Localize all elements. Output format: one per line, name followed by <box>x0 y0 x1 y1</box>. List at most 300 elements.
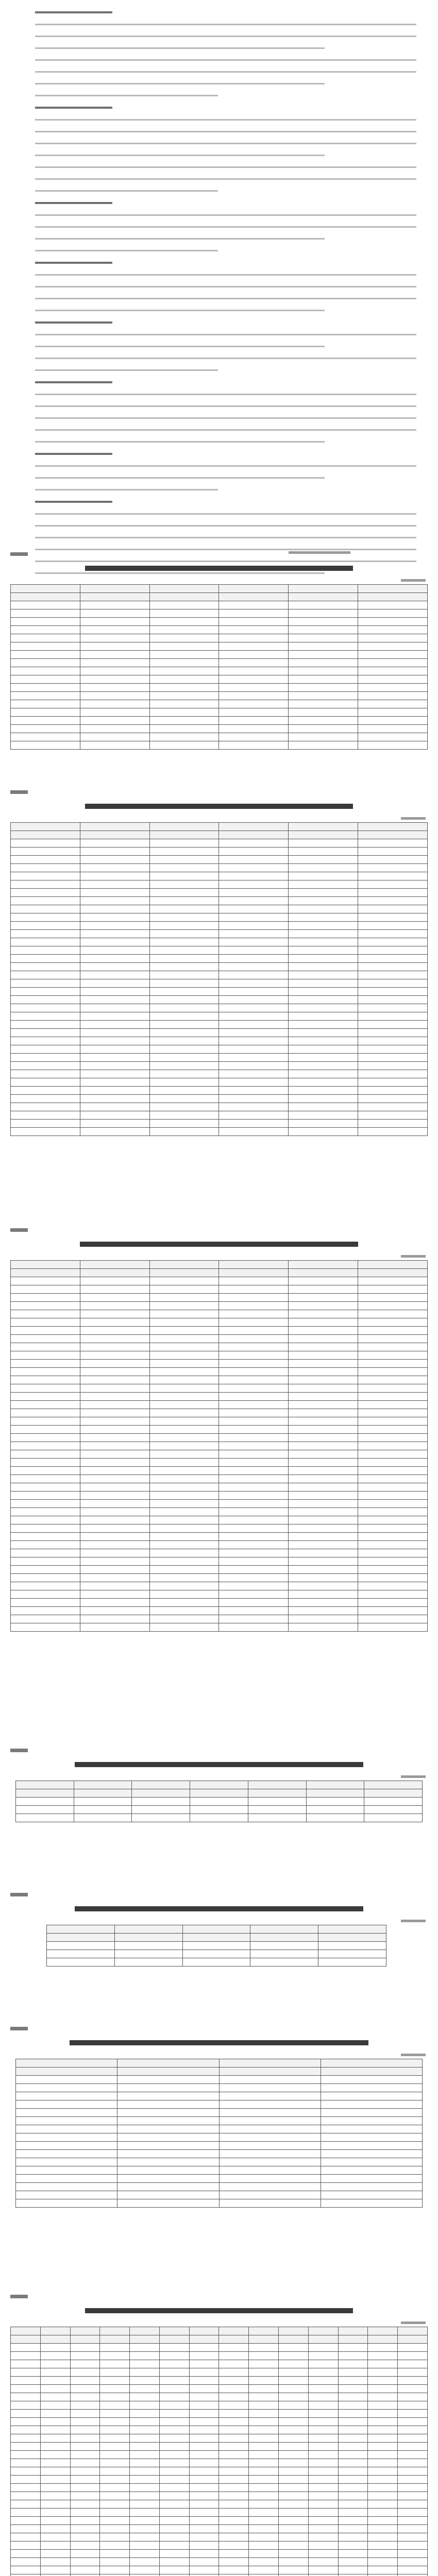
table-cell <box>40 2459 70 2467</box>
table-cell <box>358 1467 428 1475</box>
table-cell <box>40 2500 70 2509</box>
table-row <box>11 1467 428 1475</box>
table-cell <box>40 2443 70 2451</box>
table-cell <box>249 2484 279 2492</box>
table-cell <box>149 1615 219 1623</box>
table-cell <box>159 2492 189 2500</box>
table-cell <box>250 1934 318 1942</box>
table-cell <box>11 675 80 684</box>
text-line <box>35 36 416 37</box>
table-cell <box>279 2426 309 2434</box>
table-cell <box>149 938 219 946</box>
table-row <box>11 2476 428 2484</box>
table-cell <box>114 1942 182 1950</box>
table-cell <box>159 2377 189 2385</box>
table-cell <box>80 1483 149 1492</box>
table-cell <box>338 2401 368 2410</box>
description-section <box>35 11 416 96</box>
table-cell <box>219 634 289 642</box>
table-cell <box>358 1409 428 1417</box>
table-cell <box>289 1029 358 1037</box>
table-cell <box>11 692 80 700</box>
table-row <box>11 1087 428 1095</box>
table-cell <box>149 700 219 708</box>
table-header-row <box>47 1934 386 1942</box>
table-cell <box>358 1310 428 1318</box>
table-cell <box>80 1087 149 1095</box>
table-row <box>11 1021 428 1029</box>
table-cell <box>11 1045 80 1054</box>
table-row <box>11 2550 428 2558</box>
table-cell <box>219 1615 289 1623</box>
table-cell <box>16 2125 117 2133</box>
table-cell <box>219 717 289 725</box>
text-line <box>35 298 416 299</box>
table-cell <box>289 1467 358 1475</box>
table-cell <box>190 1806 248 1814</box>
table-cell <box>308 2344 338 2352</box>
section-heading <box>35 321 112 324</box>
table-cell <box>250 1925 318 1934</box>
table-cell <box>219 897 289 905</box>
table-cell <box>11 1070 80 1078</box>
table-cell <box>289 1549 358 1557</box>
table-cell <box>338 2574 368 2576</box>
text-line <box>35 95 218 96</box>
table-cell <box>11 1111 80 1120</box>
table-cell <box>11 2566 41 2574</box>
table-cell <box>190 1781 248 1789</box>
table-cell <box>364 1814 423 1822</box>
table-cell <box>219 1062 289 1070</box>
table-cell <box>219 1500 289 1508</box>
table-cell <box>338 2418 368 2426</box>
text-line <box>35 155 325 156</box>
table-cell <box>11 1450 80 1459</box>
table-row <box>11 913 428 922</box>
table-cell <box>70 2451 100 2459</box>
table-cell <box>308 2459 338 2467</box>
table-row <box>11 2451 428 2459</box>
table-cell <box>189 2352 219 2360</box>
description-section <box>35 381 416 443</box>
table-cell <box>130 2385 160 2393</box>
table-cell <box>398 2541 428 2550</box>
table-cell <box>80 1615 149 1623</box>
table-cell <box>149 831 219 839</box>
table-cell <box>219 2574 249 2576</box>
table-cell <box>80 1351 149 1360</box>
table-cell <box>289 741 358 750</box>
table-cell <box>16 2109 117 2117</box>
table-cell <box>149 955 219 963</box>
table-row <box>11 1045 428 1054</box>
table-cell <box>219 1269 289 1277</box>
table-cell <box>149 872 219 880</box>
table-cell <box>219 1310 289 1318</box>
table-cell <box>189 2434 219 2443</box>
section-heading <box>35 501 112 503</box>
table-cell <box>219 659 289 667</box>
table-cell <box>189 2459 219 2467</box>
table-header-row <box>16 1789 423 1798</box>
table-cell <box>100 2541 130 2550</box>
table-cell <box>318 1925 386 1934</box>
table-row <box>11 2517 428 2525</box>
text-line <box>35 358 416 359</box>
table-cell <box>219 1409 289 1417</box>
table-cell <box>219 2484 249 2492</box>
table-row <box>11 1442 428 1450</box>
text-line <box>35 131 416 132</box>
table-cell <box>338 2566 368 2574</box>
table-cell <box>358 831 428 839</box>
table-cell <box>130 2393 160 2401</box>
table-cell <box>70 2410 100 2418</box>
table-cell <box>219 585 289 593</box>
table-cell <box>130 2541 160 2550</box>
table-cell <box>149 1442 219 1450</box>
table-cell <box>70 2377 100 2385</box>
table-cell <box>219 963 289 971</box>
table-cell <box>80 1492 149 1500</box>
table-cell <box>219 2459 249 2467</box>
table-cell <box>70 2459 100 2467</box>
table-cell <box>149 659 219 667</box>
table-cell <box>289 988 358 996</box>
table-cell <box>289 708 358 717</box>
table-cell <box>100 2566 130 2574</box>
table-cell <box>358 1302 428 1310</box>
table-cell <box>11 1590 80 1599</box>
table-cell <box>289 1524 358 1533</box>
table-cell <box>80 1533 149 1541</box>
table-cell <box>318 1942 386 1950</box>
table-cell <box>11 1087 80 1095</box>
table-cell <box>40 2352 70 2360</box>
table-cell <box>11 2484 41 2492</box>
table-cell <box>289 1557 358 1566</box>
table-cell <box>358 1442 428 1450</box>
table-cell <box>289 1087 358 1095</box>
table-cell <box>219 2100 321 2109</box>
table-cell <box>398 2451 428 2459</box>
table-cell <box>11 1459 80 1467</box>
table-cell <box>149 1483 219 1492</box>
table-cell <box>219 1103 289 1111</box>
table-cell <box>219 1607 289 1615</box>
table-cell <box>149 1087 219 1095</box>
table-cell <box>149 1029 219 1037</box>
table-cell <box>16 1789 74 1798</box>
table-row <box>11 979 428 988</box>
table-cell <box>149 1103 219 1111</box>
table-cell <box>149 913 219 922</box>
table-cell <box>289 1508 358 1516</box>
table-cell <box>358 946 428 955</box>
table-cell <box>11 1037 80 1045</box>
table-cell <box>149 1393 219 1401</box>
table-cell <box>289 1004 358 1012</box>
table-cell <box>219 2158 321 2166</box>
table-cell <box>358 618 428 626</box>
table-row <box>16 2076 423 2084</box>
table-cell <box>289 717 358 725</box>
table-cell <box>219 2533 249 2541</box>
table-cell <box>182 1925 250 1934</box>
table-row <box>11 922 428 930</box>
table-cell <box>368 2352 398 2360</box>
table-cell <box>74 1789 132 1798</box>
table-cell <box>11 1269 80 1277</box>
table-cell <box>80 864 149 872</box>
table-cell <box>80 593 149 601</box>
table-cell <box>219 1524 289 1533</box>
table-cell <box>80 741 149 750</box>
table-cell <box>249 2443 279 2451</box>
table-cell <box>182 1950 250 1958</box>
table-cell <box>358 1483 428 1492</box>
table-row <box>11 1111 428 1120</box>
table-cell <box>289 609 358 618</box>
table-cell <box>358 1045 428 1054</box>
table-cell <box>219 856 289 864</box>
table-cell <box>219 1582 289 1590</box>
table-cell <box>219 651 289 659</box>
table-cell <box>249 2533 279 2541</box>
table-cell <box>249 2451 279 2459</box>
table-cell <box>321 2150 422 2158</box>
table-cell <box>100 2410 130 2418</box>
table-cell <box>149 1459 219 1467</box>
table-cell <box>16 2133 117 2142</box>
table-cell <box>11 1623 80 1632</box>
table-cell <box>11 642 80 651</box>
table-cell <box>279 2410 309 2418</box>
table-cell <box>308 2492 338 2500</box>
table-title-text <box>85 2308 353 2313</box>
table-cell <box>11 2443 41 2451</box>
table-cell <box>16 2117 117 2125</box>
table-cell <box>80 1360 149 1368</box>
table-cell <box>358 1607 428 1615</box>
attachment-label <box>10 2027 28 2030</box>
table-row <box>11 675 428 684</box>
table-cell <box>289 1012 358 1021</box>
table-cell <box>80 684 149 692</box>
table-cell <box>190 1789 248 1798</box>
table-row <box>11 2393 428 2401</box>
table-row <box>11 1070 428 1078</box>
table-cell <box>308 2426 338 2434</box>
table-cell <box>11 2401 41 2410</box>
table-cell <box>80 1516 149 1524</box>
table-cell <box>11 585 80 593</box>
table-cell <box>289 1516 358 1524</box>
table-cell <box>358 626 428 634</box>
table-row <box>16 2084 423 2092</box>
table-cell <box>80 1012 149 1021</box>
table-cell <box>368 2443 398 2451</box>
table-cell <box>189 2335 219 2344</box>
table-cell <box>219 2385 249 2393</box>
table-cell <box>219 1095 289 1103</box>
table-header-row <box>11 1261 428 1269</box>
table-row <box>11 1078 428 1087</box>
table-row <box>11 955 428 963</box>
table-cell <box>100 2344 130 2352</box>
table-cell <box>338 2509 368 2517</box>
table-cell <box>11 2418 41 2426</box>
description-text <box>35 11 416 596</box>
table-cell <box>16 2175 117 2183</box>
table-row <box>11 1004 428 1012</box>
table-cell <box>189 2492 219 2500</box>
table-cell <box>149 601 219 609</box>
table-row <box>11 938 428 946</box>
table-cell <box>398 2443 428 2451</box>
table-cell <box>219 905 289 913</box>
table-cell <box>159 2476 189 2484</box>
table-row <box>11 708 428 717</box>
table-cell <box>289 593 358 601</box>
table-cell <box>80 897 149 905</box>
table-cell <box>289 1492 358 1500</box>
table-cell <box>189 2476 219 2484</box>
table-cell <box>130 2434 160 2443</box>
table-cell <box>149 1401 219 1409</box>
table-row <box>11 1566 428 1574</box>
table-cell <box>219 930 289 938</box>
table-cell <box>358 700 428 708</box>
table-cell <box>398 2360 428 2368</box>
table-cell <box>40 2574 70 2576</box>
table-cell <box>338 2533 368 2541</box>
table-cell <box>358 872 428 880</box>
table-cell <box>11 1500 80 1508</box>
table-cell <box>308 2327 338 2335</box>
table-cell <box>16 1814 74 1822</box>
table-cell <box>100 2533 130 2541</box>
table-cell <box>219 1483 289 1492</box>
table-cell <box>289 889 358 897</box>
table-cell <box>11 708 80 717</box>
table-cell <box>289 930 358 938</box>
table-cell <box>80 1607 149 1615</box>
text-line <box>35 24 416 25</box>
table-cell <box>130 2492 160 2500</box>
table-cell <box>289 1615 358 1623</box>
text-line <box>35 369 218 371</box>
table-cell <box>100 2476 130 2484</box>
table-cell <box>289 634 358 642</box>
table-cell <box>149 1566 219 1574</box>
table-cell <box>159 2352 189 2360</box>
table-cell <box>219 2191 321 2199</box>
table-cell <box>11 1426 80 1434</box>
table-cell <box>358 634 428 642</box>
table-cell <box>219 2150 321 2158</box>
table-cell <box>289 1566 358 1574</box>
table-cell <box>80 618 149 626</box>
table-cell <box>289 1318 358 1327</box>
table-row <box>11 1376 428 1384</box>
table-row <box>16 2199 423 2208</box>
table-cell <box>11 2434 41 2443</box>
table-cell <box>11 1442 80 1450</box>
table-cell <box>249 2467 279 2476</box>
unit-label <box>401 579 426 582</box>
table-cell <box>358 1012 428 1021</box>
section-heading <box>35 11 112 13</box>
table-cell <box>358 1566 428 1574</box>
table-cell <box>40 2550 70 2558</box>
table-cell <box>11 1393 80 1401</box>
table-cell <box>321 2191 422 2199</box>
table-cell <box>40 2558 70 2566</box>
table-cell <box>308 2566 338 2574</box>
table-cell <box>80 1095 149 1103</box>
table-cell <box>80 1070 149 1078</box>
table-cell <box>149 717 219 725</box>
table-cell <box>279 2509 309 2517</box>
table-cell <box>70 2476 100 2484</box>
table-cell <box>117 2059 219 2067</box>
table-cell <box>74 1798 132 1806</box>
table-cell <box>219 1434 289 1442</box>
table-cell <box>80 1475 149 1483</box>
text-line <box>35 572 325 574</box>
table-cell <box>308 2476 338 2484</box>
table-cell <box>358 1128 428 1136</box>
table-cell <box>219 864 289 872</box>
table-cell <box>219 626 289 634</box>
table-cell <box>321 2183 422 2191</box>
table-cell <box>219 692 289 700</box>
table-cell <box>219 2410 249 2418</box>
table-cell <box>368 2558 398 2566</box>
table-cell <box>11 905 80 913</box>
table-cell <box>132 1781 190 1789</box>
table-cell <box>289 692 358 700</box>
table-cell <box>149 675 219 684</box>
table-cell <box>219 1557 289 1566</box>
table-cell <box>279 2377 309 2385</box>
table-cell <box>159 2533 189 2541</box>
table-cell <box>219 971 289 979</box>
table-cell <box>358 1401 428 1409</box>
table-cell <box>189 2344 219 2352</box>
table-cell <box>149 1070 219 1078</box>
table-cell <box>149 897 219 905</box>
table-cell <box>219 601 289 609</box>
table-cell <box>130 2443 160 2451</box>
table-cell <box>189 2541 219 2550</box>
table-cell <box>358 1335 428 1343</box>
text-line <box>35 405 416 407</box>
table-cell <box>289 946 358 955</box>
table-row <box>11 2344 428 2352</box>
table-cell <box>338 2360 368 2368</box>
table-cell <box>250 1942 318 1950</box>
table-cell <box>219 823 289 831</box>
table-row <box>11 864 428 872</box>
table-row <box>11 1557 428 1566</box>
table-cell <box>306 1814 364 1822</box>
table-row <box>11 2426 428 2434</box>
table-cell <box>189 2533 219 2541</box>
table-title-text <box>80 1242 358 1247</box>
